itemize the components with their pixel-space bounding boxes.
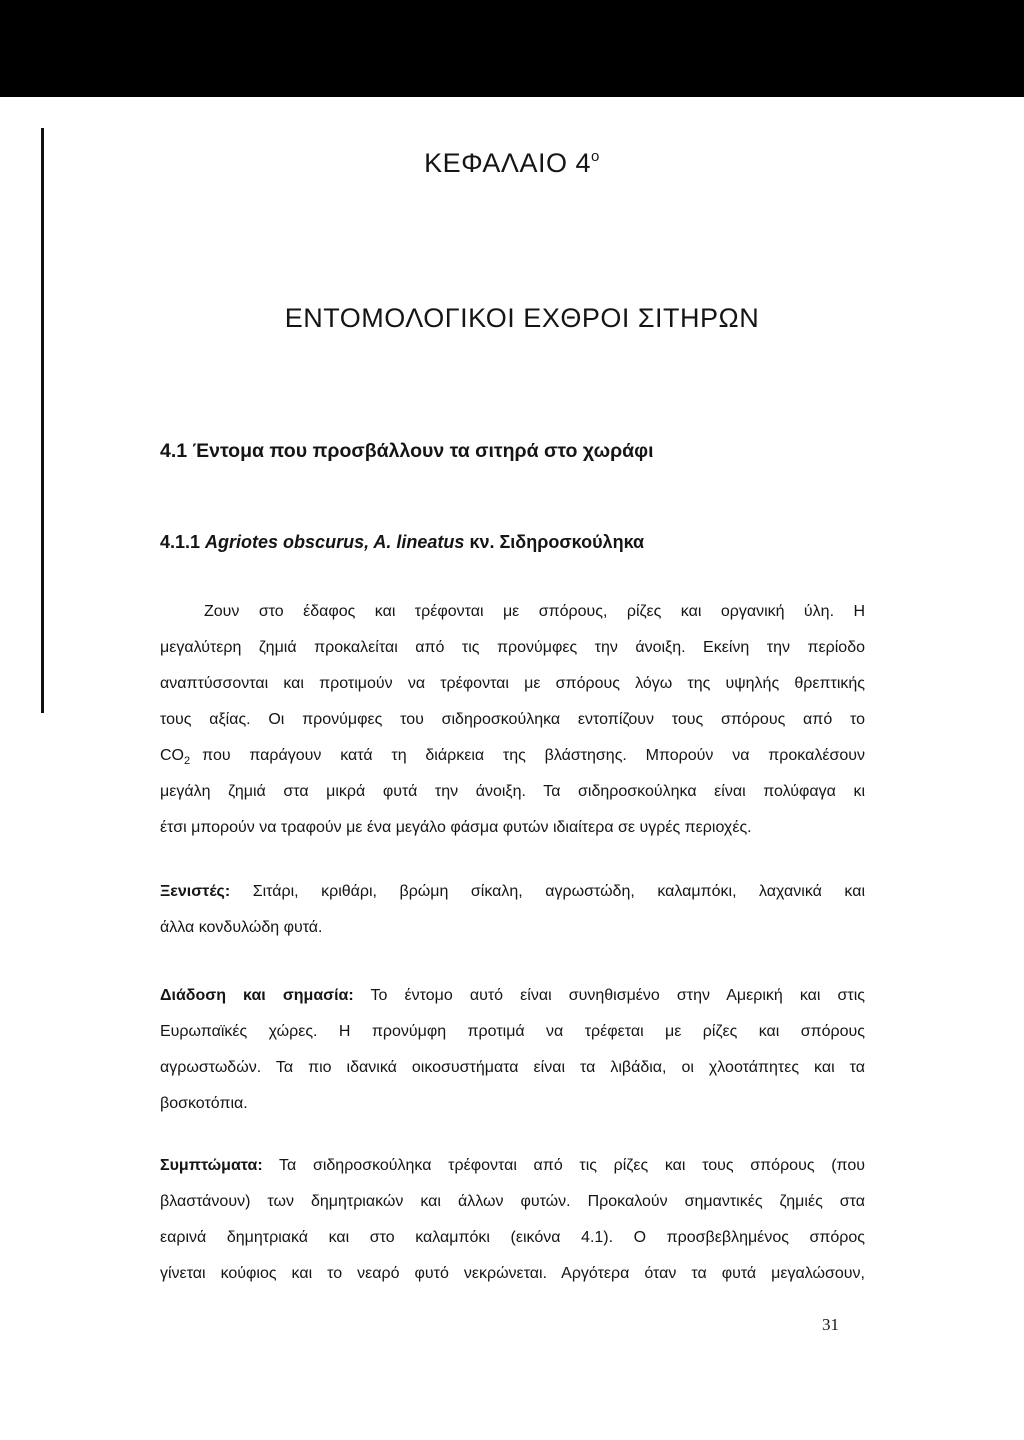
paragraph-line: μεγαλύτερη ζημιά προκαλείται από τις προνύμφες την άνοιξη. Εκείνη την περίοδο — [160, 639, 865, 656]
subsection-heading — [160, 529, 644, 555]
distribution-line: Ευρωπαϊκές χώρες. Η προνύμφη προτιμά να τρέφεται με ρίζες και σπόρους — [160, 1023, 865, 1040]
chapter-superscript: ο — [591, 148, 600, 165]
symptoms-line: εαρινά δημητριακά και στο καλαμπόκι (εικόνα 4.1). Ο προσβεβλημένος σπόρος — [160, 1229, 865, 1246]
symptoms-line — [160, 1155, 865, 1177]
distribution-line — [160, 985, 865, 1007]
chapter-label: ΚΕΦΑΛΑΙΟ 4 — [424, 148, 591, 178]
symptoms-text: Τα σιδηροσκούληκα τρέφονται από τις ρίζες και τους σπόρους (που — [262, 1157, 865, 1174]
scan-border-top — [0, 0, 1024, 97]
chapter-title: ΕΝΤΟΜΟΛΟΓΙΚΟΙ ΕΧΘΡΟΙ ΣΙΤΗΡΩΝ — [284, 303, 760, 333]
chapter-heading — [0, 141, 1024, 179]
page-number: 31 — [822, 1315, 839, 1334]
symptoms-label: Συμπτώματα: — [160, 1157, 263, 1174]
hosts-line — [160, 881, 865, 903]
co2-term — [160, 745, 190, 772]
scan-edge-line — [41, 128, 44, 713]
section-heading: 4.1 Έντομα που προσβάλλουν τα σιτηρά στο χωράφι — [160, 440, 654, 462]
hosts-text: Σιτάρι, κριθάρι, βρώμη σίκαλη, αγρωστώδη, καλαμπόκι, λαχανικά και — [230, 883, 865, 900]
co2-text: CO — [160, 747, 184, 764]
paragraph-line-rest: που παράγουν κατά τη διάρκεια της βλάστησης. Μπορούν να προκαλέσουν — [202, 747, 865, 764]
distribution-line: βοσκοτόπια. — [160, 1095, 248, 1112]
subsection-common-name: κν. Σιδηροσκούληκα — [464, 532, 645, 552]
paragraph-line-co2 — [160, 745, 865, 772]
subsection-number: 4.1.1 — [160, 532, 206, 552]
paragraph-line: Ζουν στο έδαφος και τρέφονται με σπόρους, ρίζες και οργανική ύλη. Η — [204, 603, 865, 620]
paragraph-line: τους αξίας. Οι προνύμφες του σιδηροσκούληκα εντοπίζουν τους σπόρους από το — [160, 711, 865, 728]
distribution-label: Διάδοση και σημασία: — [160, 987, 354, 1004]
distribution-line: αγρωστωδών. Τα πιο ιδανικά οικοσυστήματα είναι τα λιβάδια, οι χλοοτάπητες και τα — [160, 1059, 865, 1076]
symptoms-line: γίνεται κούφιος και το νεαρό φυτό νεκρώνεται. Αργότερα όταν τα φυτά μεγαλώσουν, — [160, 1265, 865, 1282]
paragraph-line: έτσι μπορούν να τραφούν με ένα μεγάλο φάσμα φυτών ιδιαίτερα σε υγρές περιοχές. — [160, 819, 752, 836]
hosts-line: άλλα κονδυλώδη φυτά. — [160, 919, 323, 936]
hosts-label: Ξενιστές: — [160, 883, 231, 900]
symptoms-line: βλαστάνουν) των δημητριακών και άλλων φυτών. Προκαλούν σημαντικές ζημιές στα — [160, 1193, 865, 1210]
co2-subscript: 2 — [184, 755, 191, 768]
subsection-latin-name: Agriotes obscurus, A. lineatus — [205, 532, 465, 552]
distribution-text: Το έντομο αυτό είναι συνηθισμένο στην Αμερική και στις — [353, 987, 866, 1004]
paragraph-line: μεγάλη ζημιά στα μικρά φυτά την άνοιξη. Τα σιδηροσκούληκα είναι πολύφαγα κι — [160, 783, 865, 800]
paragraph-line: αναπτύσσονται και προτιμούν να τρέφονται με σπόρους λόγω της υψηλής θρεπτικής — [160, 675, 865, 692]
